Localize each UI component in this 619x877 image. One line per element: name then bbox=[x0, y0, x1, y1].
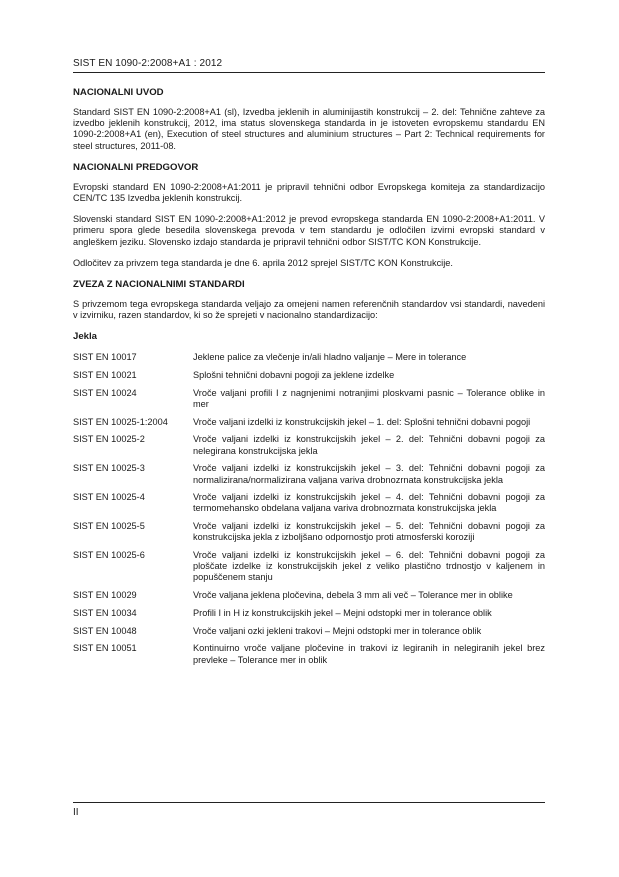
standard-row bbox=[73, 626, 545, 637]
footer-divider bbox=[73, 802, 545, 803]
standard-title: Vroče valjana jeklena pločevina, debela 3 mm ali več – Tolerance mer in oblike bbox=[193, 590, 513, 601]
standard-code: SIST EN 10048 bbox=[73, 625, 137, 636]
standard-code: SIST EN 10034 bbox=[73, 607, 137, 618]
standard-code: SIST EN 10017 bbox=[73, 352, 137, 363]
header-standard-id: SIST EN 1090-2:2008+A1 : 2012 bbox=[73, 58, 223, 69]
standard-row bbox=[73, 643, 545, 665]
subheading-jekla: Jekla bbox=[73, 331, 98, 343]
heading-nacionalni-uvod: NACIONALNI UVOD bbox=[73, 87, 164, 98]
standard-code: SIST EN 10025-5 bbox=[73, 521, 145, 532]
standard-code: SIST EN 10029 bbox=[73, 590, 137, 601]
standard-title: Vroče valjani izdelki iz konstrukcijskih jekel – 6. del: Tehnični dobavni pogoji za ploščate izdelke iz konstrukcijskih jekel z veliko plastično trdnostjo v kaljenem in popuščenem stanju bbox=[193, 550, 545, 583]
standard-code: SIST EN 10051 bbox=[73, 643, 137, 654]
standard-row bbox=[73, 417, 545, 428]
standard-row bbox=[73, 370, 545, 381]
paragraph-predgovor-2: Slovenski standard SIST EN 1090-2:2008+A1:2012 je prevod evropskega standarda EN 1090-2:2008+A1:2011. V primeru spora glede besedila slovenskega prevoda v tem standardu je odločilen izvirni evropski standard v angleškem jeziku. Slovensko izdajo standarda je pripravil tehnični odbor SIST/TC KON Konstrukcije. bbox=[73, 214, 545, 247]
standard-row bbox=[73, 608, 545, 619]
standard-title: Vroče valjani profili I z nagnjenimi notranjimi ploskvami pasnic – Tolerance oblike in mer bbox=[193, 387, 545, 410]
standards-list bbox=[73, 352, 545, 665]
standard-title: Vroče valjani izdelki iz konstrukcijskih jekel – 3. del: Tehnični dobavni pogoji za normalizirana/normalizirana valjana variva drobnozrnata konstrukcijska jekla bbox=[193, 463, 545, 485]
standard-code: SIST EN 10025-1:2004 bbox=[73, 416, 168, 427]
header-divider bbox=[73, 72, 545, 73]
standard-title: Vroče valjani izdelki iz konstrukcijskih jekel – 2. del: Tehnični dobavni pogoji za nelegirana konstrukcijska jekla bbox=[193, 434, 545, 456]
heading-nacionalni-predgovor: NACIONALNI PREDGOVOR bbox=[73, 161, 199, 173]
paragraph-predgovor-3: Odločitev za privzem tega standarda je dne 6. aprila 2012 sprejel SIST/TC KON Konstrukcije. bbox=[73, 257, 453, 268]
standard-row bbox=[73, 590, 545, 601]
standard-code: SIST EN 10024 bbox=[73, 387, 137, 398]
standard-title: Jeklene palice za vlečenje in/ali hladno valjanje – Mere in tolerance bbox=[193, 352, 467, 363]
standard-title: Vroče valjani izdelki iz konstrukcijskih jekel – 4. del: Tehnični dobavni pogoji za termomehansko obdelana valjana variva drobnozrnata konstrukcijska jekla bbox=[193, 492, 545, 514]
heading-zveza-standardi: ZVEZA Z NACIONALNIMI STANDARDI bbox=[73, 279, 245, 291]
paragraph-predgovor-1: Evropski standard EN 1090-2:2008+A1:2011 je pripravil tehnični odbor Evropskega komiteja za standardizacijo CEN/TC 135 Izvedba jeklenih konstrukcij. bbox=[73, 181, 545, 204]
standard-title: Vroče valjani izdelki iz konstrukcijskih jekel – 1. del: Splošni tehnični dobavni pogoji bbox=[193, 416, 531, 427]
standard-row bbox=[73, 434, 545, 456]
standard-row bbox=[73, 388, 545, 410]
standard-row bbox=[73, 521, 545, 543]
standard-title: Vroče valjani ozki jekleni trakovi – Mejni odstopki mer in tolerance oblik bbox=[193, 625, 482, 636]
standard-title: Splošni tehnični dobavni pogoji za jeklene izdelke bbox=[193, 370, 395, 381]
standard-row bbox=[73, 463, 545, 485]
paragraph-zveza: S privzemom tega evropskega standarda veljajo za omejeni namen referenčnih standardov vsi standardi, navedeni v izvirniku, razen standardov, ki so že sprejeti v nacionalno standardizacijo: bbox=[73, 299, 545, 321]
standard-title: Kontinuirno vroče valjane pločevine in trakovi iz legiranih in nelegiranih jekel brez prevleke – Tolerance mer in oblik bbox=[193, 643, 545, 665]
standard-code: SIST EN 10025-2 bbox=[73, 434, 145, 445]
standard-row bbox=[73, 492, 545, 514]
paragraph-uvod: Standard SIST EN 1090-2:2008+A1 (sl), Izvedba jeklenih in aluminijastih konstrukcij – 2. del: Tehnične zahteve za izvedbo jeklenih konstrukcij, 2012, ima status slovenskega standarda in je istoveten evropskemu standardu EN 1090-2:2008+A1 (en), Execution of steel structures and aluminium structures – Part 2: Technical requirements for steel structures, 2011-08. bbox=[73, 107, 545, 151]
standard-code: SIST EN 10025-4 bbox=[73, 492, 145, 503]
page-number: II bbox=[73, 807, 79, 818]
standard-code: SIST EN 10025-3 bbox=[73, 463, 145, 474]
standard-title: Vroče valjani izdelki iz konstrukcijskih jekel – 5. del: Tehnični dobavni pogoji za konstrukcijska jekla z izboljšano odpornostjo proti atmosferski koroziji bbox=[193, 521, 545, 543]
standard-code: SIST EN 10021 bbox=[73, 370, 137, 381]
standard-row bbox=[73, 550, 545, 584]
standard-title: Profili I in H iz konstrukcijskih jekel – Mejni odstopki mer in tolerance oblik bbox=[193, 607, 492, 618]
standard-code: SIST EN 10025-6 bbox=[73, 550, 145, 561]
document-content bbox=[73, 87, 545, 672]
standard-row bbox=[73, 352, 545, 363]
